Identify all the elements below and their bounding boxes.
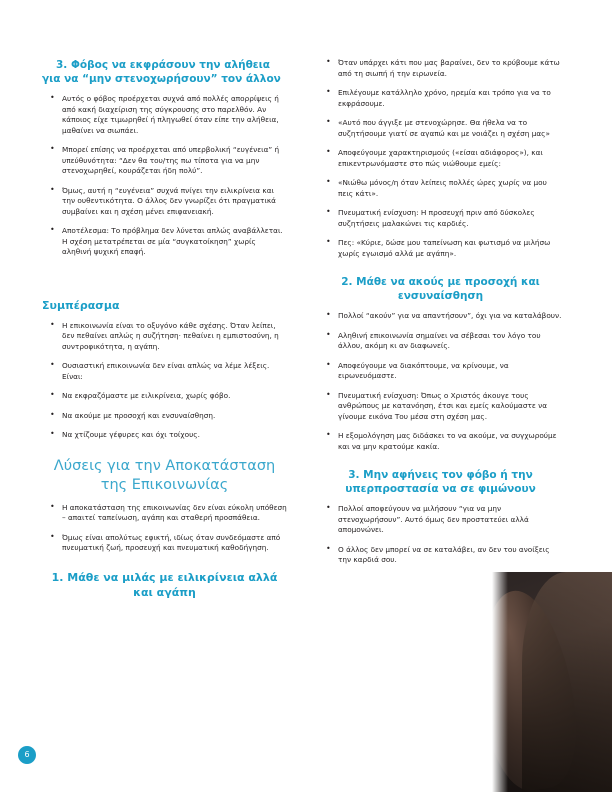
list-item: • Η εξομολόγηση μας διδάσκει το να ακούμε, να συγχωρούμε και να μην κρατούμε κακία. [318, 431, 563, 452]
solutions-list [42, 503, 287, 554]
page-number-badge: 6 [18, 746, 36, 764]
list-item: • Μπορεί επίσης να προέρχεται από υπερβολική “ευγένεια” ή υπεύθυνότητα: “Δεν θα του/της πω τίποτα για να μην στενοχωρηθεί, κουράζεται ήδη πολύ”. [42, 145, 287, 177]
section-title-fear: 3. Φόβος να εκφράσουν την αλήθεια για να “μην στενοχωρήσουν” τον άλλον [42, 59, 281, 85]
list-item: • Ο άλλος δεν μπορεί να σε καταλάβει, αν δεν του ανοίξεις την καρδιά σου. [318, 545, 563, 566]
list-item: • Η αποκατάσταση της επικοινωνίας δεν είναι εύκολη υπόθεση – απαιτεί ταπείνωση, αγάπη και σταθερή προσπάθεια. [42, 503, 287, 524]
list-item: • Όμως είναι απολύτως εφικτή, ιδίως όταν συνδεόμαστε από πνευματική ζωή, προσευχή και πνευματική καθοδήγηση. [42, 533, 287, 554]
list-item: • Ουσιαστική επικοινωνία δεν είναι απλώς να λέμε λέξεις. Είναι: [42, 361, 287, 382]
photo-fade-edge [492, 572, 508, 792]
list-item: • Αληθινή επικοινωνία σημαίνει να σέβεσαι τον λόγο του άλλου, ακόμη κι αν διαφωνείς. [318, 331, 563, 352]
section-title-fear-silence: 3. Μην αφήνεις τον φόβο ή την υπερπροστασία να σε φιμώνουν [345, 469, 536, 495]
list-item: • Αποφεύγουμε να διακόπτουμε, να κρίνουμε, να ειρωνευόμαστε. [318, 361, 563, 382]
list-item: • Αποτέλεσμα: Το πρόβλημα δεν λύνεται απλώς αναβάλλεται. Η σχέση μετατρέπεται σε μία “συγκατοίκηση” χωρίς αληθινή ψυχική επαφή. [42, 226, 287, 258]
list-item: • Να ακούμε με προσοχή και ενσυναίσθηση. [42, 411, 287, 422]
conclusion-list [42, 321, 287, 441]
fear-silence-list [318, 504, 563, 566]
list-item: • Πολλοί “ακούν” για να απαντήσουν”, όχι για να καταλάβουν. [318, 311, 563, 322]
list-item: • Πνευματική ενίσχυση: Η προσευχή πριν από δύσκολες συζητήσεις μαλακώνει τις καρδιές. [318, 208, 563, 229]
list-item: • Να εκφραζόμαστε με ειλικρίνεια, χωρίς φόβο. [42, 391, 287, 402]
decorative-photo [492, 572, 612, 792]
listening-list [318, 311, 563, 452]
conclusion-title: Συμπέρασμα [42, 298, 120, 312]
left-column [42, 58, 287, 608]
list-item: • «Νιώθω μόνος/η όταν λείπεις πολλές ώρες χωρίς να μου πεις κάτι». [318, 178, 563, 199]
subsection-title-honesty: 1. Μάθε να μιλάς με ειλικρίνεια αλλά και αγάπη [51, 570, 278, 599]
list-item: • Η επικοινωνία είναι το οξυγόνο κάθε σχέσης. Όταν λείπει, δεν πεθαίνει απλώς η συζήτηση· πεθαίνει η εμπιστοσύνη, η συντροφικότητα, η αγάπη. [42, 321, 287, 353]
list-item: • Όταν υπάρχει κάτι που μας βαραίνει, δεν το κρύβουμε κάτω από τη σιωπή ή την ειρωνεία. [318, 58, 563, 79]
list-item: • Πνευματική ενίσχυση: Όπως ο Χριστός άκουγε τους ανθρώπους με κατανόηση, έτσι και εμείς καλούμαστε να γίνουμε εικόνα Του μέσα στη σχέση μας. [318, 391, 563, 423]
list-item: • Πολλοί αποφεύγουν να μιλήσουν “για να μην στενοχωρήσουν”. Αυτό όμως δεν προστατεύει αλλά απομονώνει. [318, 504, 563, 536]
list-item: • Αποφεύγουμε χαρακτηρισμούς («είσαι αδιάφορος»), και επικεντρωνόμαστε στο πώς νιώθουμε εμείς: [318, 148, 563, 169]
solutions-title: Λύσεις για την Αποκατάσταση της Επικοινωνίας [53, 457, 276, 493]
list-item: • Όμως, αυτή η “ευγένεια” συχνά πνίγει την ειλικρίνεια και την ουθεντικότητα. Ο άλλος δεν γνωρίζει ότι πραγματικά συμβαίνει και η σχέση μένει επιφανειακή. [42, 186, 287, 218]
list-item: • «Αυτό που άγγιξε με στενοχώρησε. Θα ήθελα να το συζητήσουμε γιατί σε αγαπώ και με νοιάζει η σχέση μας» [318, 118, 563, 139]
list-item: • Αυτός ο φόβος προέρχεται συχνά από πολλές απορρίψεις ή από κακή διαχείριση της σύγκρουσης στο παρελθόν. Αν κάποιος είχε τιμωρηθεί ή πληγωθεί όταν είπε την αλήθεια, μαθαίνει να σιωπάει. [42, 94, 287, 136]
spacer [42, 268, 287, 282]
section-fear-list [42, 94, 287, 258]
right-top-list [318, 58, 563, 259]
right-column [318, 58, 563, 576]
list-item: • Επιλέγουμε κατάλληλο χρόνο, ηρεμία και τρόπο για να το εκφράσουμε. [318, 88, 563, 109]
list-item: • Πες: «Κύριε, δώσε μου ταπείνωση και φωτισμό να μιλήσω χωρίς εγωισμό αλλά με αγάπη». [318, 238, 563, 259]
section-title-listening: 2. Μάθε να ακούς με προσοχή και ενσυναίσθηση [341, 276, 540, 302]
list-item: • Να χτίζουμε γέφυρες και όχι τοίχους. [42, 430, 287, 441]
